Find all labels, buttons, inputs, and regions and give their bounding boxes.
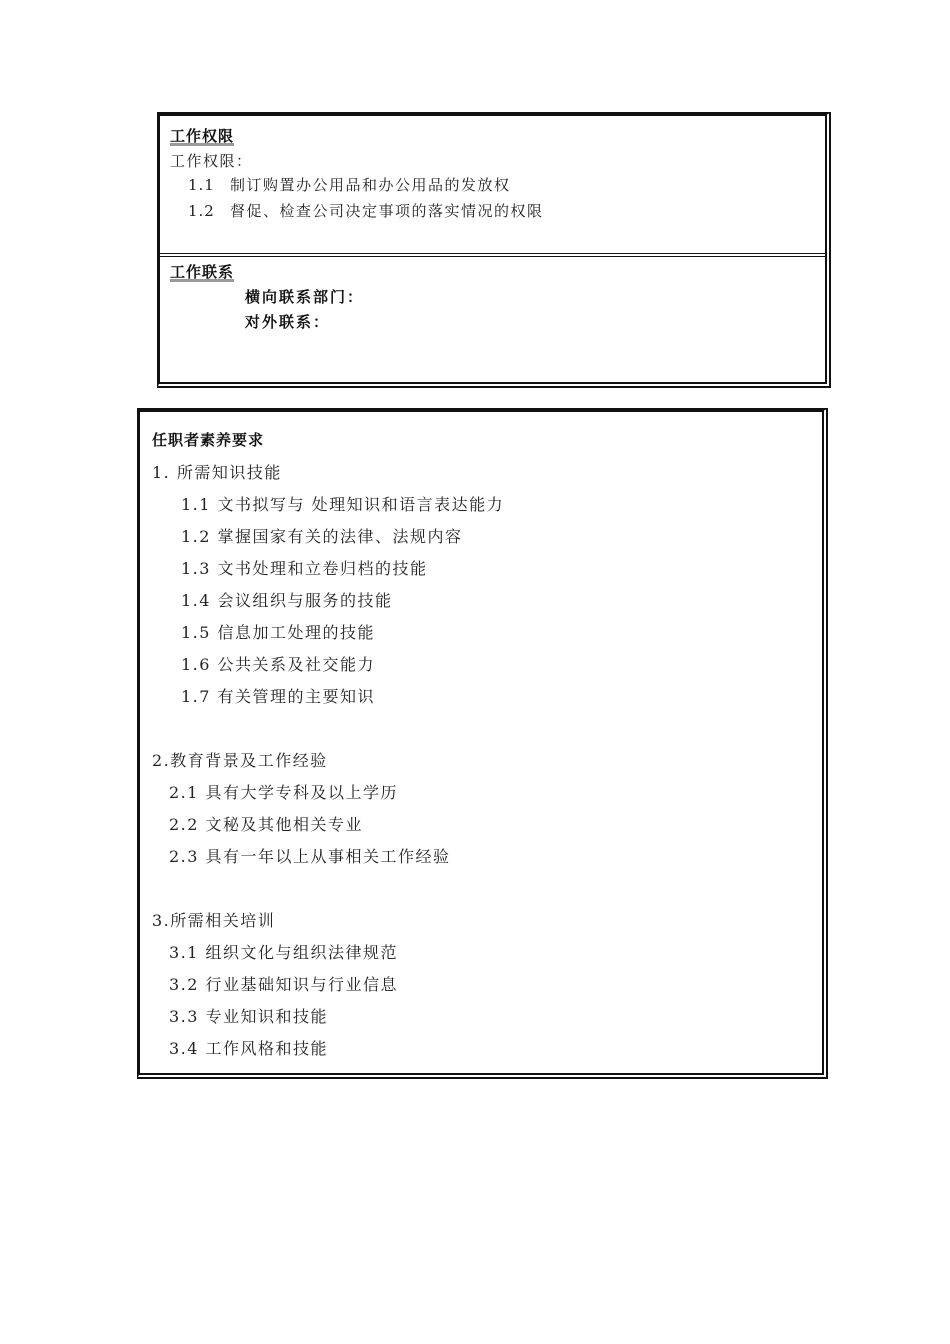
authority-section bbox=[160, 116, 825, 254]
relations-section bbox=[160, 258, 825, 382]
section-divider bbox=[160, 253, 825, 257]
requirement-line: 3.所需相关培训 bbox=[152, 911, 276, 930]
requirements-box bbox=[137, 408, 828, 1079]
authority-item-number: 1.2 bbox=[188, 202, 215, 220]
requirement-line: 1.5 信息加工处理的技能 bbox=[181, 623, 376, 642]
requirement-line: 3.1 组织文化与组织法律规范 bbox=[169, 943, 399, 962]
authority-item bbox=[188, 174, 511, 195]
external-relations-label: 对外联系： bbox=[245, 313, 331, 331]
requirement-line: 1.4 会议组织与服务的技能 bbox=[181, 591, 393, 610]
authority-item-number: 1.1 bbox=[188, 176, 215, 194]
requirement-line: 2.2 文秘及其他相关专业 bbox=[169, 815, 364, 834]
authority-heading: 工作权限 bbox=[170, 127, 235, 145]
requirement-line: 1.7 有关管理的主要知识 bbox=[181, 687, 376, 706]
relations-heading: 工作联系 bbox=[170, 263, 235, 281]
requirement-line: 1.1 文书拟写与 处理知识和语言表达能力 bbox=[181, 495, 505, 514]
authority-intro: 工作权限： bbox=[170, 152, 253, 170]
authority-relations-box bbox=[157, 112, 831, 388]
requirement-line: 2.1 具有大学专科及以上学历 bbox=[169, 783, 399, 802]
requirement-line: 1. 所需知识技能 bbox=[152, 463, 282, 482]
requirement-line: 3.3 专业知识和技能 bbox=[169, 1007, 329, 1026]
requirement-line: 1.3 文书处理和立卷归档的技能 bbox=[181, 559, 428, 578]
authority-item-text: 督促、检查公司决定事项的落实情况的权限 bbox=[230, 202, 544, 220]
horizontal-relations-label: 横向联系部门： bbox=[245, 288, 365, 306]
requirement-line: 2.教育背景及工作经验 bbox=[152, 751, 328, 770]
authority-item-text: 制订购置办公用品和办公用品的发放权 bbox=[230, 176, 511, 194]
requirement-line: 1.2 掌握国家有关的法律、法规内容 bbox=[181, 527, 463, 546]
authority-item bbox=[188, 200, 544, 221]
requirement-line: 2.3 具有一年以上从事相关工作经验 bbox=[169, 847, 451, 866]
requirements-section bbox=[140, 412, 822, 1073]
requirement-line: 3.2 行业基础知识与行业信息 bbox=[169, 975, 399, 994]
requirement-line: 1.6 公共关系及社交能力 bbox=[181, 655, 376, 674]
requirement-line: 3.4 工作风格和技能 bbox=[169, 1039, 329, 1058]
requirements-heading: 任职者素养要求 bbox=[152, 431, 265, 449]
